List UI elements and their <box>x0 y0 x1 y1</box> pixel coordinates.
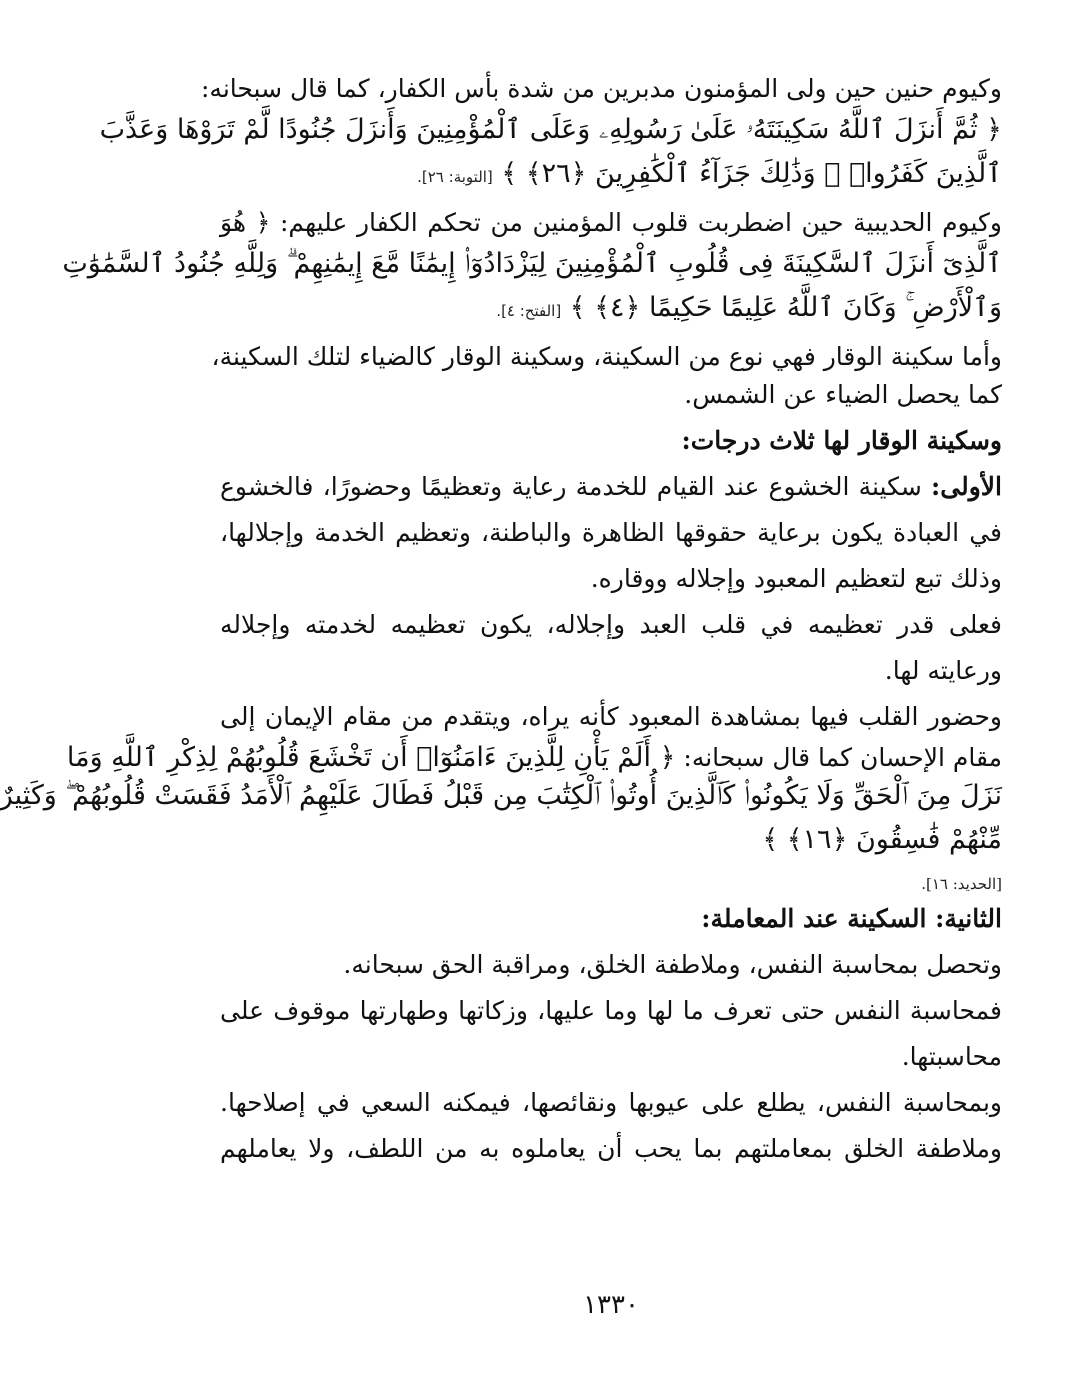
verse-reference: [التوبة: ٢٦]. <box>417 168 493 186</box>
section-heading: الثانية: السكينة عند المعاملة: <box>701 904 1002 933</box>
page-body <box>0 70 1002 1168</box>
verse-line: مِّنْهُمْ فَٰسِقُونَ ﴿١٦﴾ ﴾ <box>762 824 1002 855</box>
verse-line: نَزَلَ مِنَ ٱلْحَقِّ وَلَا يَكُونُوا۟ كَٱلَّذِينَ أُوتُوا۟ ٱلْكِتَٰبَ مِن قَبْلُ فَطَالَ عَلَيْهِمُ ٱلْأَمَدُ فَقَسَتْ قُلُوبُهُمْ ۖ وَكَثِيرٌ <box>0 780 1002 811</box>
verse-line <box>220 152 1002 196</box>
text-line: محاسبتها. <box>901 1042 1002 1071</box>
text-line <box>220 468 1002 506</box>
text-line: وتحصل بمحاسبة النفس، وملاطفة الخلق، ومراقبة الحق سبحانه. <box>343 950 1002 979</box>
paragraph-text: مقام الإحسان كما قال سبحانه: <box>675 743 1002 772</box>
text-line <box>220 862 1002 900</box>
verse-line: ﴿ ثُمَّ أَنزَلَ ٱللَّهُ سَكِينَتَهُۥ عَلَىٰ رَسُولِهِۦ وَعَلَى ٱلْمُؤْمِنِينَ وَأَنزَلَ جُنُودًا لَّمْ تَرَوْهَا وَعَذَّبَ <box>99 114 1002 145</box>
text-line: وملاطفة الخلق بمعاملتهم بما يحب أن يعاملوه به من اللطف، ولا يعاملهم <box>220 1134 1002 1163</box>
text-line: وأما سكينة الوقار فهي نوع من السكينة، وسكينة الوقار كالضياء لتلك السكينة، <box>211 342 1002 371</box>
verse-text: ﴿ أَلَمْ يَأْنِ لِلَّذِينَ ءَامَنُوٓا۟ أَن تَخْشَعَ قُلُوبُهُمْ لِذِكْرِ ٱللَّهِ وَمَا <box>66 742 676 773</box>
text-line: فعلى قدر تعظيمه في قلب العبد وإجلاله، يكون تعظيمه لخدمته وإجلاله <box>220 610 1002 639</box>
text-line: وذلك تبع لتعظيم المعبود وإجلاله ووقاره. <box>590 564 1002 593</box>
page-number: ١٣٣٠ <box>583 1290 639 1320</box>
text-line: وبمحاسبة النفس، يطلع على عيوبها ونقائصها، فيمكنه السعي في إصلاحها. <box>220 1088 1002 1117</box>
text-line: ورعايته لها. <box>884 656 1002 685</box>
text-line: وحضور القلب فيها بمشاهدة المعبود كأنه يراه، ويتقدم من مقام الإيمان إلى <box>220 702 1002 731</box>
paragraph-text: سكينة الخشوع عند القيام للخدمة رعاية وتعظيمًا وحضورًا، فالخشوع <box>220 472 932 501</box>
text-line: فمحاسبة النفس حتى تعرف ما لها وما عليها، وزكاتها وطهارتها موقوف على <box>220 996 1002 1025</box>
level-heading-first: الأولى: <box>931 472 1002 501</box>
text-line: وكيوم الحديبية حين اضطربت قلوب المؤمنين من تحكم الكفار عليهم: ﴿ هُوَ <box>220 208 1002 237</box>
section-heading: وسكينة الوقار لها ثلاث درجات: <box>681 426 1002 455</box>
verse-reference: [الحديد: ١٦]. <box>921 875 1002 893</box>
text-line: في العبادة يكون برعاية حقوقها الظاهرة والباطنة، وتعظيم الخدمة وإجلالها، <box>220 518 1002 547</box>
text-line <box>66 736 1002 774</box>
verse-line: ٱلَّذِىٓ أَنزَلَ ٱلسَّكِينَةَ فِى قُلُوبِ ٱلْمُؤْمِنِينَ لِيَزْدَادُوٓا۟ إِيمَٰنًا مَّعَ إِيمَٰنِهِمْ ۗ وَلِلَّهِ جُنُودُ ٱلسَّمَٰوَٰتِ <box>62 248 1002 279</box>
verse-text: ٱلَّذِينَ كَفَرُوا۟ ۚ وَذَٰلِكَ جَزَآءُ ٱلْكَٰفِرِينَ ﴿٢٦﴾ ﴾ <box>501 158 1002 189</box>
text-line: كما يحصل الضياء عن الشمس. <box>684 380 1002 409</box>
verse-reference: [الفتح: ٤]. <box>496 302 562 320</box>
text-line: وكيوم حنين حين ولى المؤمنون مدبرين من شدة بأس الكفار، كما قال سبحانه: <box>201 74 1002 103</box>
verse-text: وَٱلْأَرْضِ ۚ وَكَانَ ٱللَّهُ عَلِيمًا حَكِيمًا ﴿٤﴾ ﴾ <box>569 292 1002 323</box>
verse-line <box>220 286 1002 330</box>
